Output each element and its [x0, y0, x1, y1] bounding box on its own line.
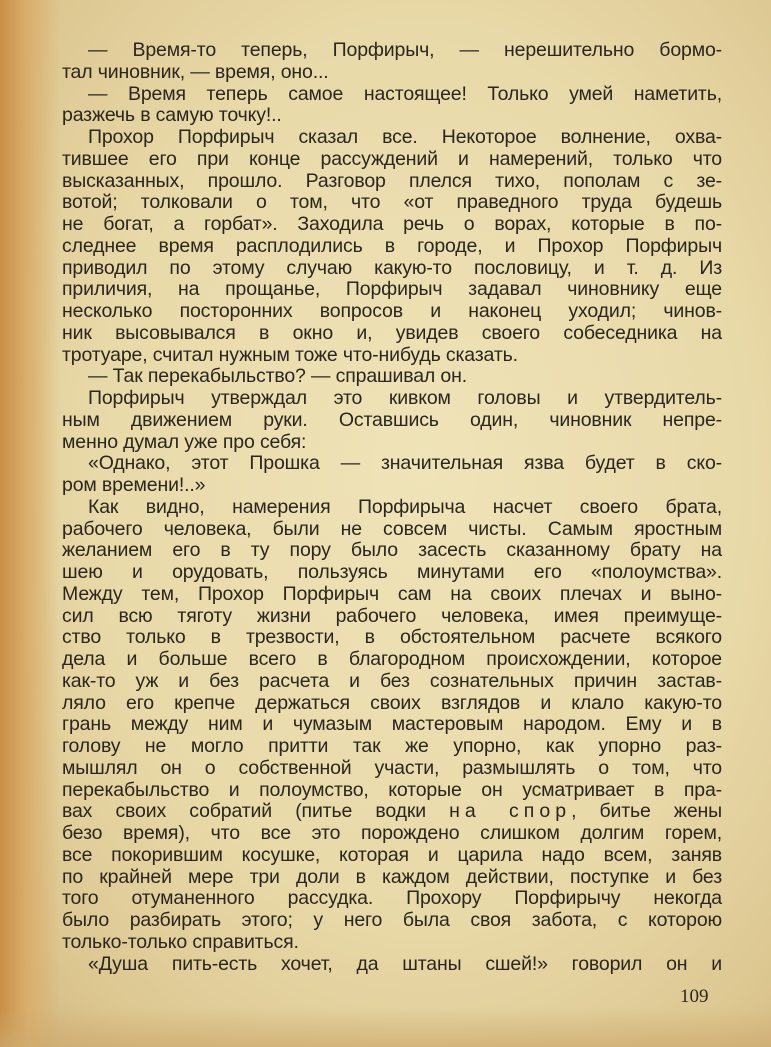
text-line — [62, 171, 722, 193]
text-line — [62, 40, 722, 62]
text-line — [62, 801, 722, 823]
text-line — [62, 62, 722, 84]
text-line — [62, 323, 722, 345]
text-line — [62, 388, 722, 410]
text-line-content: как-то уж и без расчета и без сознательных причин застав- — [62, 669, 722, 692]
text-line-content: безо время), что все это порождено слишком долгим горем, — [62, 822, 722, 844]
text-line-content: разжечь в самую точку!.. — [62, 104, 282, 127]
text-line — [62, 301, 722, 323]
text-line-content: голову не могло притти так же упорно, как упорно раз- — [62, 735, 722, 757]
text-line — [62, 780, 722, 802]
text-line — [62, 149, 722, 171]
text-line — [62, 258, 722, 280]
text-line — [62, 410, 722, 432]
text-line — [62, 540, 722, 562]
text-line-content: вотой; толковали о том, что «от праведного труда будешь — [62, 191, 722, 214]
text-line-content: — Время-то теперь, Порфирыч, — нерешительно бормо- — [88, 39, 722, 61]
text-line-content: ство только в трезвости, в обстоятельном расчете всякого — [62, 626, 722, 649]
text-line — [62, 453, 722, 475]
text-line-content: вах своих собратий (питье водки — [62, 800, 450, 823]
text-line — [62, 736, 722, 758]
text-line-content: Как видно, намерения Порфирыча насчет своего брата, — [88, 495, 722, 518]
text-line — [62, 192, 722, 214]
text-line-content: по крайней мере три доли в каждом действии, поступке и без — [62, 865, 722, 888]
page-edge-shadow — [0, 0, 60, 1047]
text-line — [62, 823, 722, 845]
text-line-content: дела и больше всего в благородном происхождении, которое — [62, 648, 722, 670]
text-line — [62, 627, 722, 649]
text-line — [62, 345, 722, 367]
text-line-content: Порфирыч утверждал это кивком головы и утвердитель- — [88, 387, 722, 409]
text-line-content: — Время теперь самое настоящее! Только умей наметить, — [88, 82, 722, 105]
page-bottom-shadow — [0, 1007, 771, 1047]
text-line-content: тротуаре, считал нужным тоже что-нибудь сказать. — [62, 343, 518, 366]
text-line — [62, 845, 722, 867]
text-line-content: перекабыльство и полоумство, которые он усматривает в пра- — [62, 778, 722, 801]
text-line — [62, 888, 722, 910]
text-line — [62, 432, 722, 454]
text-line-content: желанием его в ту пору было засесть сказанному брату на — [62, 539, 722, 562]
text-line-content: грань между ним и чумазым мастеровым народом. Ему и в — [62, 713, 722, 736]
text-line — [62, 671, 722, 693]
text-line-content: тившее его при конце рассуждений и намерений, только что — [62, 147, 722, 170]
text-line-content: было разбирать этого; у него была своя забота, с которою — [62, 909, 722, 931]
text-line — [62, 562, 722, 584]
text-line-content: следнее время расплодились в городе, и Прохор Порфирыч — [62, 234, 722, 257]
text-line — [62, 932, 722, 954]
text-line-content: все покорившим косушке, которая и царила надо всем, заняв — [62, 843, 722, 866]
text-line — [62, 475, 722, 497]
text-line-content: Прохор Порфирыч сказал все. Некоторое волнение, охва- — [88, 126, 722, 148]
text-line — [62, 519, 722, 541]
text-line-content: высказанных, прошло. Разговор плелся тихо, пополам с зе- — [62, 169, 722, 192]
text-line-content: приличия, на прощанье, Порфирыч задавал чиновнику еще — [62, 278, 722, 301]
text-line — [62, 954, 722, 976]
text-line-content: рабочего человека, были не совсем чисты. Самым яростным — [62, 517, 722, 540]
text-line-content: менно думал уже про себя: — [62, 430, 307, 453]
text-line-content: только-только справиться. — [62, 930, 299, 953]
text-line — [62, 910, 722, 932]
text-line-content: , битье жены — [571, 800, 722, 823]
text-line-content: шею и орудовать, пользуясь минутами его «полоумства». — [62, 561, 722, 583]
text-line — [62, 214, 722, 236]
text-line — [62, 236, 722, 258]
text-line — [62, 105, 722, 127]
text-line-content: несколько посторонних вопросов и наконец уходил; чинов- — [62, 300, 722, 322]
text-line — [62, 84, 722, 106]
text-line — [62, 366, 722, 388]
text-line-content: не богат, а горбат». Заходила речь о ворах, которые в по- — [62, 213, 722, 235]
text-line — [62, 649, 722, 671]
text-line-content: ляло его крепче держаться своих взглядов и клало какую-то — [62, 691, 722, 714]
text-line-content: сил всю тяготу жизни рабочего человека, имея преимуще- — [62, 604, 722, 627]
text-line-content: ник высовывался в окно и, увидев своего собеседника на — [62, 321, 722, 344]
text-line — [62, 867, 722, 889]
text-line-content: Между тем, Прохор Порфирыч сам на своих плечах и выно- — [62, 582, 722, 605]
text-line-content: ным движением руки. Оставшись один, чиновник непре- — [62, 408, 722, 431]
text-line — [62, 606, 722, 628]
text-line-content: — Так перекабыльство? — спрашивал он. — [88, 365, 468, 388]
text-line — [62, 693, 722, 715]
text-line — [62, 714, 722, 736]
text-line — [62, 497, 722, 519]
text-line-content: ром времени!..» — [62, 474, 206, 496]
text-line — [62, 279, 722, 301]
text-line-content: приводил по этому случаю какую-то пословицу, и т. д. Из — [62, 256, 722, 279]
text-line-content: «Душа пить-есть хочет, да штаны сшей!» говорил он и — [88, 952, 722, 975]
text-line — [62, 127, 722, 149]
emphasized-text: на спор — [449, 800, 572, 823]
text-line-content: того отуманенного рассудка. Прохору Порфирычу некогда — [62, 887, 722, 910]
text-line-content: мышлял он о собственной участи, размышлять о том, что — [62, 756, 722, 779]
text-line — [62, 758, 722, 780]
text-line — [62, 584, 722, 606]
page-number: 109 — [680, 986, 709, 1007]
body-text — [62, 40, 722, 975]
text-line-content: «Однако, этот Прошка — значительная язва будет в ско- — [88, 452, 722, 475]
text-line-content: тал чиновник, — время, оно... — [62, 60, 329, 83]
